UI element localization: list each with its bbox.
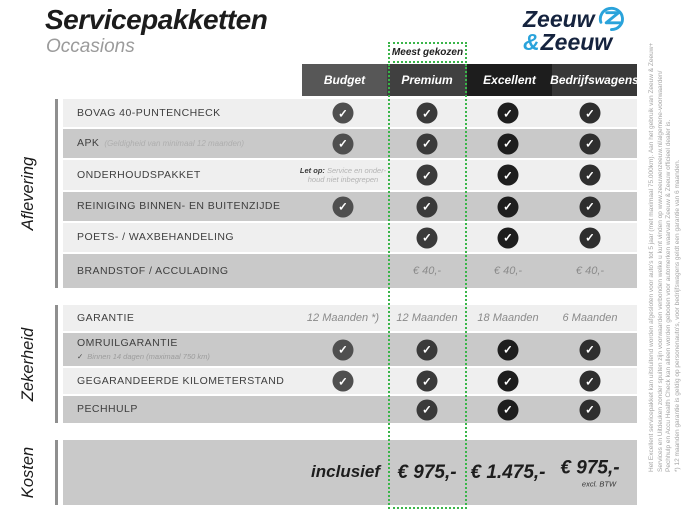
table-row xyxy=(63,99,637,127)
check-icon: ✓ xyxy=(333,371,354,392)
row-label: GARANTIE xyxy=(77,311,135,324)
check-icon: ✓ xyxy=(333,133,354,154)
check-icon: ✓ xyxy=(498,196,519,217)
check-icon: ✓ xyxy=(498,133,519,154)
section-zekerheid xyxy=(63,305,637,425)
table-row xyxy=(63,160,637,190)
bracket-aflevering xyxy=(55,99,58,288)
most-chosen-badge: Meest gekozen xyxy=(388,42,467,63)
row-subnote: ✓ Binnen 14 dagen (maximaal 750 km) xyxy=(77,352,210,361)
cell-note: Let op: Service en onder- houd niet inbegrepen xyxy=(299,166,387,184)
check-icon: ✓ xyxy=(580,133,601,154)
check-icon: ✓ xyxy=(333,196,354,217)
price-amount: € 975,- xyxy=(560,457,620,478)
row-label: BOVAG 40-PUNTENCHECK xyxy=(77,106,221,119)
check-icon: ✓ xyxy=(333,339,354,360)
check-icon: ✓ xyxy=(498,227,519,248)
check-icon: ✓ xyxy=(498,399,519,420)
row-label-wrap xyxy=(63,201,280,212)
price-amount: € 1.475,- xyxy=(470,461,546,483)
bracket-kosten xyxy=(55,440,58,505)
brand-logo xyxy=(523,6,626,53)
cell-value: € 40,- xyxy=(493,265,523,277)
price-note: excl. BTW xyxy=(581,479,617,488)
row-label-wrap xyxy=(63,170,201,181)
row-label-note: (Geldigheid van minimaal 12 maanden) xyxy=(104,139,245,148)
row-label: PECHHULP xyxy=(77,403,138,415)
table-row xyxy=(63,396,637,423)
row-label: REINIGING BINNEN- EN BUITENZIJDE xyxy=(77,200,281,212)
check-icon: ✓ xyxy=(580,339,601,360)
cell-value: 18 Maanden xyxy=(477,312,539,324)
row-label: POETS- / WAXBEHANDELING xyxy=(77,231,234,243)
row-label: ONDERHOUDSPAKKET xyxy=(77,168,201,181)
row-label: BRANDSTOF / ACCULADING xyxy=(77,264,229,277)
column-header-excellent: Excellent xyxy=(467,64,552,96)
row-label-wrap xyxy=(63,338,210,361)
table-row xyxy=(63,305,637,331)
table-row xyxy=(63,223,637,252)
price-excellent xyxy=(471,462,546,484)
cell-value: 6 Maanden xyxy=(562,312,618,324)
section-label-kosten: Kosten xyxy=(19,446,38,499)
kosten-band xyxy=(63,440,637,505)
check-icon: ✓ xyxy=(417,339,438,360)
small-check-icon: ✓ xyxy=(77,352,84,361)
table-row xyxy=(63,368,637,394)
inclusief-label: inclusief xyxy=(311,462,380,481)
column-headers xyxy=(302,64,637,96)
section-label-zekerheid: Zekerheid xyxy=(19,327,38,401)
page-subtitle: Occasions xyxy=(46,36,135,57)
check-icon: ✓ xyxy=(498,339,519,360)
table-row xyxy=(63,129,637,158)
price-amount: € 975,- xyxy=(397,461,457,483)
column-header-bedrijfswagens: Bedrijfswagens xyxy=(552,64,637,96)
footnotes xyxy=(648,30,682,472)
check-icon: ✓ xyxy=(417,103,438,124)
check-icon: ✓ xyxy=(580,227,601,248)
footnote-line: Pechhulp en Accu Health Check kan alleen worden geboden voor automerken waarvan Zeeuw & Zeeuw officieel dealer is. xyxy=(665,119,673,472)
check-icon: ✓ xyxy=(417,133,438,154)
logo-ampersand: & xyxy=(523,29,540,55)
page-title: Servicepakketten xyxy=(45,4,268,35)
check-icon: ✓ xyxy=(580,371,601,392)
section-label-aflevering: Aflevering xyxy=(19,156,38,231)
price-premium xyxy=(397,462,456,484)
table-row xyxy=(63,254,637,288)
cell-value: € 40,- xyxy=(412,265,442,277)
row-label: OMRUILGARANTIE xyxy=(77,337,178,349)
zeeuw-z-icon xyxy=(597,4,626,31)
check-icon: ✓ xyxy=(417,399,438,420)
bracket-zekerheid xyxy=(55,305,58,423)
row-label-wrap xyxy=(63,108,221,119)
table-row xyxy=(63,192,637,221)
row-label: GEGARANDEERDE KILOMETERSTAND xyxy=(77,374,285,387)
cell-value: 12 Maanden *) xyxy=(306,312,380,324)
check-icon: ✓ xyxy=(417,227,438,248)
column-header-budget: Budget xyxy=(302,64,387,96)
cell-note-bold: Let op: xyxy=(299,166,327,175)
row-label-wrap xyxy=(63,376,284,387)
section-aflevering xyxy=(63,99,637,290)
row-label-wrap xyxy=(63,232,234,243)
check-icon: ✓ xyxy=(333,103,354,124)
check-icon: ✓ xyxy=(580,165,601,186)
check-icon: ✓ xyxy=(498,165,519,186)
check-icon: ✓ xyxy=(417,196,438,217)
check-icon: ✓ xyxy=(580,103,601,124)
row-label: APK (Geldigheid van minimaal 12 maanden) xyxy=(77,137,245,149)
check-icon: ✓ xyxy=(580,196,601,217)
row-label-wrap xyxy=(63,313,134,324)
price-bedrijfswagens xyxy=(560,457,619,488)
logo-word1: Zeeuw xyxy=(523,5,595,32)
cell-value: € 40,- xyxy=(575,265,605,277)
footnote-line: Het Excellent servicepakket kan uitsluitend worden afgesloten voor auto's tot 5 jaar (met maximaal 75.000km). Aan het gebruik van Zeeuw & Zeeuw+ xyxy=(648,42,655,472)
table-row xyxy=(63,333,637,366)
check-icon: ✓ xyxy=(417,371,438,392)
cell-value: 12 Maanden xyxy=(396,312,458,324)
check-icon: ✓ xyxy=(498,103,519,124)
row-label-wrap xyxy=(63,138,244,149)
row-label-wrap xyxy=(63,266,228,277)
footnote-line: *) 12 maanden garantie is geldig op personenauto's, voor bedrijfswagens geldt een garantie van 6 maanden. xyxy=(673,159,681,472)
footnote-line: Services en Uitdeuken zonder spuiten zijn voorwaarden verbonden welke u kunt vinden op www.zeeuwenzeeuw.nl/algemene-voorwaarden/ xyxy=(656,70,664,472)
logo-word2: Zeeuw xyxy=(540,29,613,55)
check-icon: ✓ xyxy=(580,399,601,420)
check-icon: ✓ xyxy=(498,371,519,392)
column-header-premium: Premium xyxy=(387,64,467,96)
row-label-wrap xyxy=(63,404,138,415)
check-icon: ✓ xyxy=(417,165,438,186)
